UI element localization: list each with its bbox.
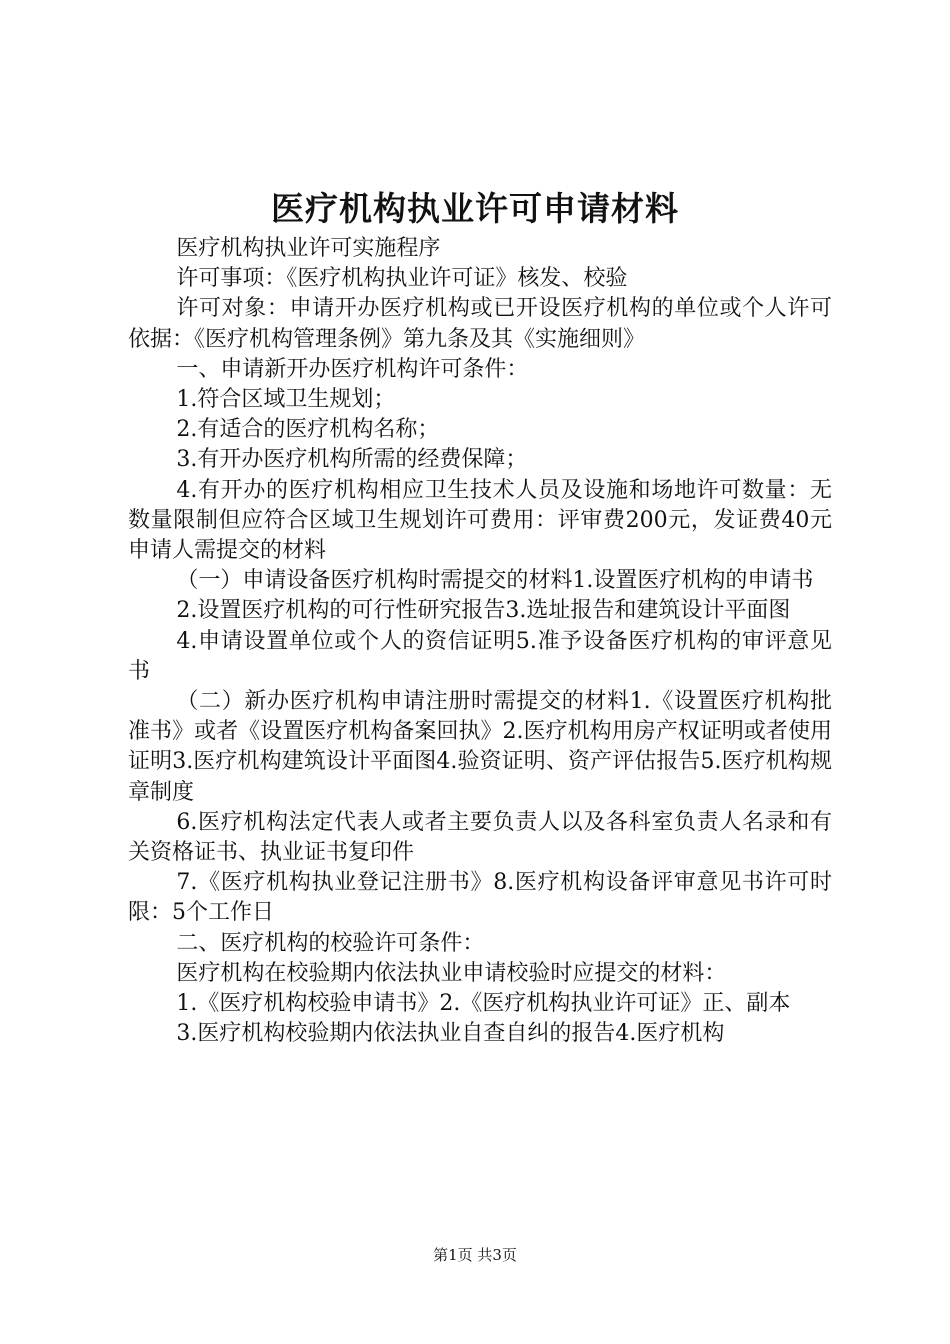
paragraph: 7.《医疗机构执业登记注册书》8.医疗机构设备评审意见书许可时限：5个工作日 [128,870,832,926]
paragraph: 1.符合区域卫生规划； [176,387,396,413]
paragraph: 6.医疗机构法定代表人或者主要负责人以及各科室负责人名录和有关资格证书、执业证书复印件 [128,809,832,866]
paragraph: （一）申请设备医疗机构时需提交的材料1.设置医疗机构的申请书 [176,568,814,594]
paragraph: 医疗机构执业许可实施程序 [176,236,441,261]
paragraph: 3.医疗机构校验期内依法执业自查自纠的报告4.医疗机构 [176,1021,725,1047]
paragraph: （二）新办医疗机构申请注册时需提交的材料1.《设置医疗机构批准书》或者《设置医疗机构备案回执》2.医疗机构用房产权证明或者使用证明3.医疗机构建筑设计平面图4.验资证明、资产评估报告5.医疗机构规章制度 [128,689,832,805]
document-title: 医疗机构执业许可申请材料 [271,189,679,228]
paragraph: 一、申请新开办医疗机构许可条件： [176,356,529,382]
paragraph: 2.设置医疗机构的可行性研究报告3.选址报告和建筑设计平面图 [176,598,791,624]
paragraph: 许可对象：申请开办医疗机构或已开设医疗机构的单位或个人许可依据：《医疗机构管理条例》第九条及其《实施细则》 [128,296,832,352]
paragraph: 1.《医疗机构校验申请书》2.《医疗机构执业许可证》正、副本 [176,991,791,1017]
document-body [128,234,832,1049]
paragraph: 许可事项：《医疗机构执业许可证》核发、校验 [176,266,628,292]
paragraph: 二、医疗机构的校验许可条件： [176,930,485,956]
paragraph: 4.有开办的医疗机构相应卫生技术人员及设施和场地许可数量：无数量限制但应符合区域卫生规划许可费用：评审费200元，发证费40元申请人需提交的材料 [128,477,832,564]
paragraph: 2.有适合的医疗机构名称； [176,417,440,443]
paragraph: 3.有开办医疗机构所需的经费保障； [176,447,528,473]
paragraph: 医疗机构在校验期内依法执业申请校验时应提交的材料： [176,960,727,986]
page-footer: 第1页 共3页 [433,1246,517,1264]
paragraph: 4.申请设置单位或个人的资信证明5.准予设备医疗机构的审评意见书 [128,628,832,684]
